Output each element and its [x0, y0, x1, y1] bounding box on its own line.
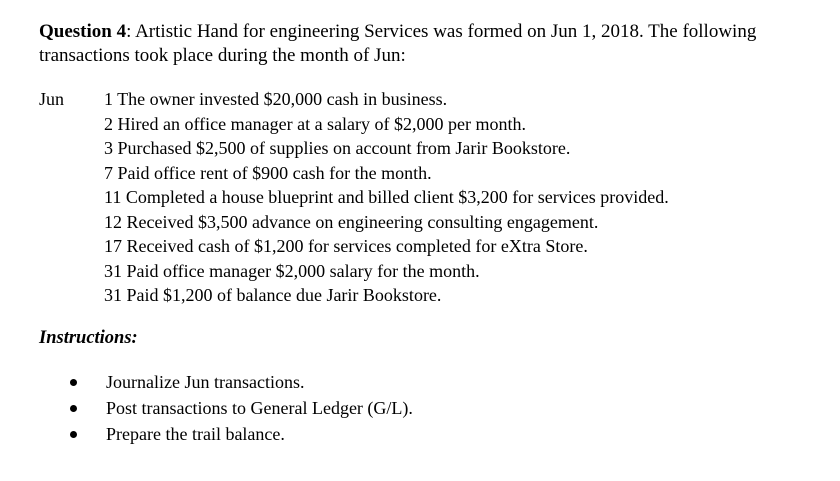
instruction-item: [70, 421, 413, 447]
transaction-item: 17 Received cash of $1,200 for services completed for eXtra Store.: [104, 236, 588, 256]
document: [39, 20, 829, 307]
bullet-icon: [70, 431, 77, 438]
instructions-heading: Instructions:: [39, 328, 138, 348]
question-paragraph: [39, 20, 829, 68]
transaction-item: 12 Received $3,500 advance on engineering consulting engagement.: [104, 211, 599, 232]
transaction-item: 31 Paid $1,200 of balance due Jarir Bookstore.: [104, 285, 442, 305]
instruction-text: Prepare the trail balance.: [106, 424, 285, 444]
transaction-list: [104, 87, 669, 308]
question-text: : Artistic Hand for engineering Services was formed on Jun 1, 2018. The following transactions took place during the month of Jun:: [39, 21, 757, 66]
instruction-text: Post transactions to General Ledger (G/L).: [106, 398, 413, 418]
bullet-icon: [70, 379, 77, 386]
transaction-item: 2 Hired an office manager at a salary of $2,000 per month.: [104, 113, 527, 134]
instruction-item: [70, 369, 413, 395]
transaction-item: 1 The owner invested $20,000 cash in business.: [104, 89, 448, 109]
bullet-icon: [70, 405, 77, 412]
transactions-section: [39, 87, 829, 307]
month-label: Jun: [39, 89, 65, 109]
instruction-item: [70, 395, 413, 421]
instructions-list: [70, 369, 413, 447]
transaction-item: 11 Completed a house blueprint and billed client $3,200 for services provided.: [104, 187, 669, 207]
transaction-item: 3 Purchased $2,500 of supplies on account from Jarir Bookstore.: [104, 138, 571, 158]
transaction-item: 7 Paid office rent of $900 cash for the month.: [104, 162, 432, 183]
transaction-item: 31 Paid office manager $2,000 salary for the month.: [104, 260, 480, 281]
instruction-text: Journalize Jun transactions.: [106, 372, 305, 392]
question-label: Question 4: [39, 21, 127, 42]
